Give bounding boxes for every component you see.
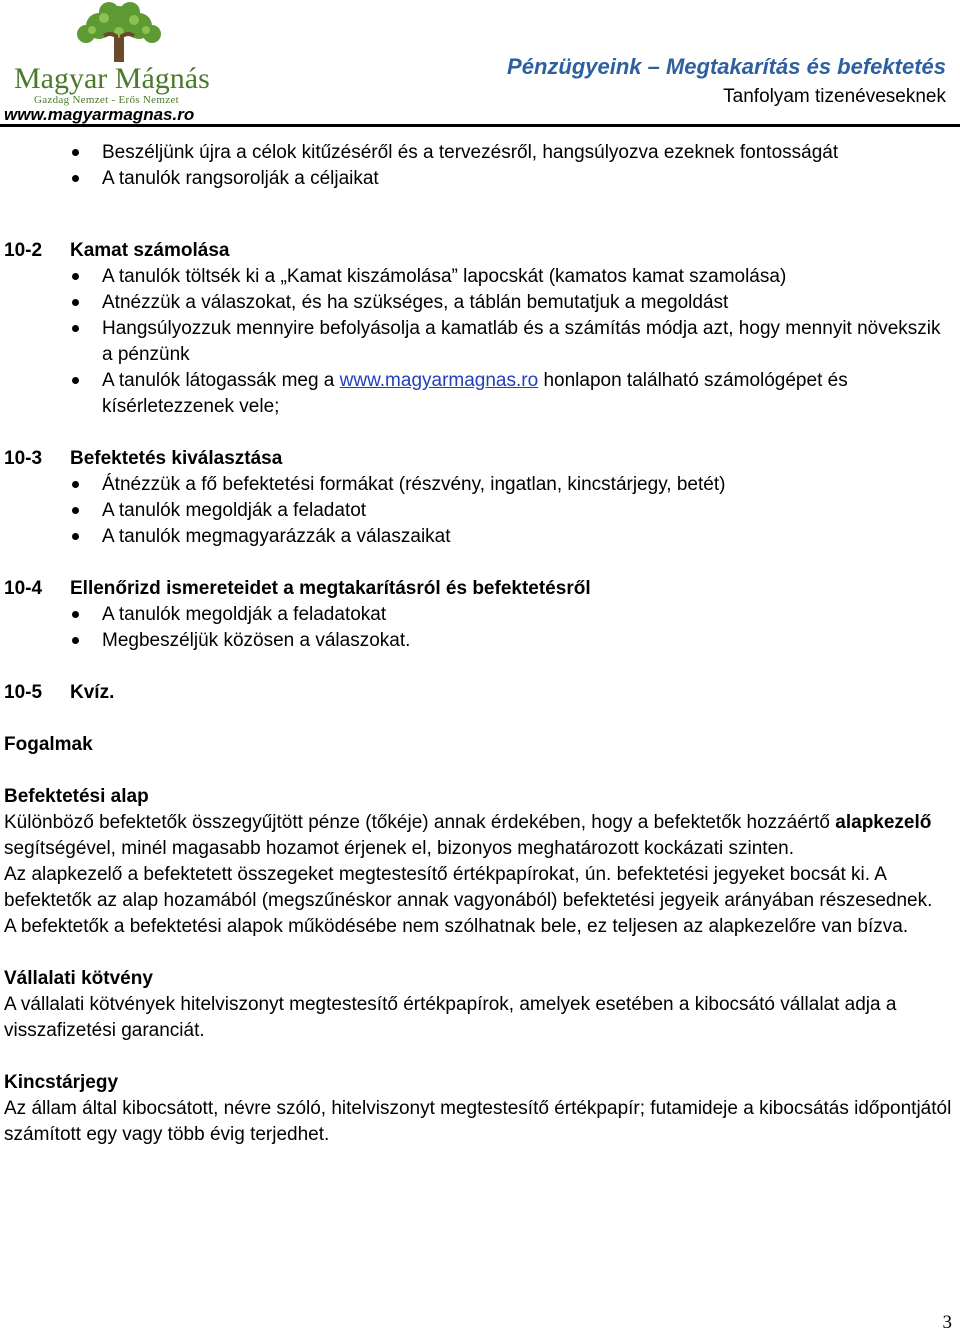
section-bullet-list — [4, 264, 956, 420]
section-title: Befektetés kiválasztása — [70, 448, 283, 469]
section-heading — [4, 238, 956, 264]
glossary-definition: Az állam által kibocsátott, névre szóló, hitelviszonyt megtestesítő értékpapír; futamideje a kibocsátás időpontjától számított egy vagy több évig terjedhet. — [4, 1098, 952, 1145]
list-item: Beszéljünk újra a célok kitűzéséről és a tervezésről, hangsúlyozva ezeknek fontosságát — [102, 140, 956, 166]
page-title: Pénzügyeink – Megtakarítás és befektetés — [507, 54, 946, 79]
section-heading — [4, 446, 956, 472]
list-item: Megbeszéljük közösen a válaszokat. — [102, 628, 956, 654]
bullet-icon — [72, 325, 79, 332]
page-number: 3 — [942, 1312, 952, 1333]
bullet-icon — [72, 533, 79, 540]
bullet-icon — [72, 377, 79, 384]
glossary-heading: Fogalmak — [4, 734, 93, 755]
bullet-icon — [72, 481, 79, 488]
glossary-definition: Az alapkezelő a befektetett összegeket megtestesítő értékpapírokat, ún. befektetési jegyeket bocsát ki. A befektetők az alap hozamából (megszűnéskor annak vagyonából) befektetési jegyeik arányában részesednek. — [4, 864, 933, 911]
section-heading — [4, 576, 956, 602]
section-heading — [4, 680, 956, 706]
glossary-term: Befektetési alap — [4, 786, 149, 807]
list-item: A tanulók rangsorolják a céljaikat — [102, 166, 956, 192]
intro-bullet-list — [4, 140, 956, 192]
section-bullet-list — [4, 602, 956, 654]
section-number: 10-3 — [4, 448, 43, 469]
bullet-icon — [72, 299, 79, 306]
section-title: Kamat számolása — [70, 240, 230, 261]
logo-url[interactable]: www.magyarmagnas.ro — [4, 105, 195, 124]
list-item: A tanulók megoldják a feladatot — [102, 498, 956, 524]
page-subtitle: Tanfolyam tizenéveseknek — [723, 86, 946, 107]
list-item: Atnézzük a válaszokat, és ha szükséges, a táblán bemutatjuk a megoldást — [102, 290, 956, 316]
magyar-magnas-logo — [4, 2, 234, 124]
section-number: 10-5 — [4, 682, 43, 703]
tree-logo-icon — [64, 2, 174, 62]
bullet-icon — [72, 611, 79, 618]
bullet-icon — [72, 507, 79, 514]
section-title: Kvíz. — [70, 682, 115, 703]
logo-title: Magyar Mágnás — [14, 62, 210, 95]
section-bullet-list — [4, 472, 956, 550]
page-header — [0, 0, 960, 128]
glossary-definition: A vállalati kötvények hitelviszonyt megtestesítő értékpapírok, amelyek esetében a kibocsátó vállalat adja a visszafizetési garanciát. — [4, 994, 897, 1041]
section-number: 10-4 — [4, 578, 43, 599]
logo-subtitle: Gazdag Nemzet - Erős Nemzet — [34, 94, 179, 106]
glossary-definition: Különböző befektetők összegyűjtött pénze (tőkéje) annak érdekében, hogy a befektetők hozzáértő alapkezelő segítségével, minél magasabb hozamot érjenek el, bizonyos meghatározott kockázati szinten. — [4, 812, 932, 859]
section-number: 10-2 — [4, 240, 43, 261]
header-divider — [0, 124, 960, 127]
list-item: A tanulók megoldják a feladatokat — [102, 602, 956, 628]
bullet-icon — [72, 273, 79, 280]
list-item: A tanulók megmagyarázzák a válaszaikat — [102, 524, 956, 550]
list-item: A tanulók látogassák meg a www.magyarmagnas.ro honlapon található számológépet és kísérletezzenek vele; — [102, 368, 956, 420]
section-title: Ellenőrizd ismereteidet a megtakarításról és befektetésről — [70, 578, 591, 599]
bullet-icon — [72, 637, 79, 644]
glossary-definition: A befektetők a befektetési alapok működésébe nem szólhatnak bele, ez teljesen az alapkezelőre van bízva. — [4, 916, 909, 937]
document-body — [4, 140, 956, 1148]
magyarmagnas-link[interactable]: www.magyarmagnas.ro — [339, 370, 539, 391]
list-item: Átnézzük a fő befektetési formákat (részvény, ingatlan, kincstárjegy, betét) — [102, 472, 956, 498]
list-item: Hangsúlyozzuk mennyire befolyásolja a kamatláb és a számítás módja azt, hogy mennyit növekszik a pénzünk — [102, 316, 956, 368]
bullet-icon — [72, 175, 79, 182]
glossary-term: Vállalati kötvény — [4, 968, 153, 989]
list-item: A tanulók töltsék ki a „Kamat kiszámolása” lapocskát (kamatos kamat szamolása) — [102, 264, 956, 290]
glossary-term: Kincstárjegy — [4, 1072, 119, 1093]
bullet-icon — [72, 149, 79, 156]
